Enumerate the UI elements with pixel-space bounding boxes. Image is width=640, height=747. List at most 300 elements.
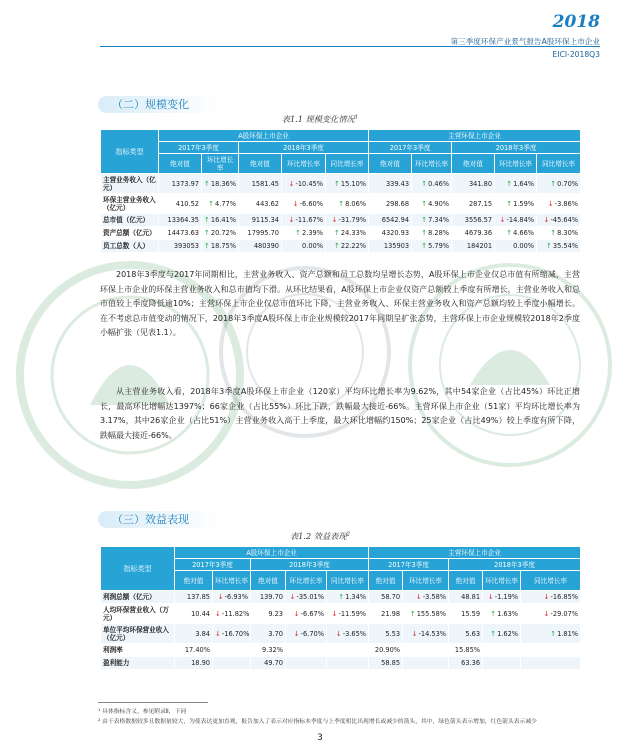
arrow-up-icon: ↑ xyxy=(208,199,215,208)
table-cell xyxy=(286,624,327,644)
table-cell xyxy=(412,194,452,214)
table-cell xyxy=(326,214,369,227)
cell-value: 4.66% xyxy=(513,229,535,237)
row-label: 盈利能力 xyxy=(101,657,175,670)
table-cell xyxy=(282,227,326,240)
cell-value: 0.70% xyxy=(557,179,579,188)
row-label: 资产总额（亿元） xyxy=(101,227,159,240)
table-row xyxy=(101,604,581,624)
table-cell xyxy=(537,240,581,253)
cell-value: 3.84 xyxy=(195,629,210,638)
header-b-2017q3: 2017年3季度 xyxy=(369,142,452,154)
header-qoq: 环比增长率 xyxy=(403,571,449,591)
arrow-up-icon: ↑ xyxy=(546,242,552,250)
table-cell xyxy=(449,644,483,657)
cell-value: -35.01% xyxy=(296,593,324,601)
table-cell xyxy=(286,657,327,670)
table2-caption-text: 表1.2 效益表现 xyxy=(289,531,347,541)
table-cell xyxy=(202,227,239,240)
table-cell xyxy=(326,227,369,240)
arrow-up-icon: ↑ xyxy=(550,229,557,237)
cell-value: 0.00% xyxy=(302,242,323,250)
table-cell xyxy=(495,214,537,227)
table-cell xyxy=(452,227,495,240)
footnote-ref-2: 2 xyxy=(346,531,351,538)
cell-value: 10.44 xyxy=(191,609,210,618)
table-cell xyxy=(175,624,213,644)
table-cell xyxy=(412,240,452,253)
arrow-up-icon: ↑ xyxy=(550,179,557,188)
table-cell xyxy=(521,657,581,670)
table-cell xyxy=(369,194,412,214)
row-label: 主营业务收入（亿元） xyxy=(101,174,159,194)
table-cell xyxy=(483,624,521,644)
arrow-down-icon: ↓ xyxy=(543,216,550,224)
table-cell xyxy=(286,591,327,604)
paragraph-scale-summary: 2018年3季度与2017年同期相比，主营业务收入、资产总额和员工总数均呈增长态势，A股环保上市企业仅总市值有所缩减，主营环保上市企业的环保主营业务收入和总市值均下滑。从环比结果看，A股环保上市企业仅资产总额较上季度有所增长，主营业务收入和总市值较上季度降低逾10%；主营环保上市企业仅总市值环比下降，主营业务收入、环保主营业务收入和资产总额均较上季度小幅增长。在不考虑总市值变动的情况下，2018年3季度A股环保上市企业规模较2017年同期呈扩张态势，主营环保上市企业规模较2018年2季度小幅扩张（见表1.1）。 xyxy=(100,270,580,337)
cell-value: 341.80 xyxy=(468,179,493,188)
table-row xyxy=(101,174,581,194)
table-cell xyxy=(282,194,326,214)
cell-value: -16.70% xyxy=(221,629,250,638)
cell-value: 17.40% xyxy=(184,646,210,654)
table-cell xyxy=(403,657,449,670)
header-b-2017q3: 2017年3季度 xyxy=(369,559,449,571)
cell-value: 16.41% xyxy=(210,216,237,224)
cell-value: 1.62% xyxy=(497,629,519,638)
table-cell xyxy=(537,194,581,214)
arrow-up-icon: ↑ xyxy=(490,609,497,618)
arrow-down-icon: ↓ xyxy=(293,629,300,638)
table-row xyxy=(101,591,581,604)
cell-value: 1.81% xyxy=(557,629,579,638)
cell-value: 393053 xyxy=(173,242,199,250)
arrow-down-icon: ↓ xyxy=(331,216,338,224)
table-cell xyxy=(213,604,251,624)
cell-value: 18.75% xyxy=(210,242,237,250)
table-cell xyxy=(239,240,282,253)
cell-value: 4679.36 xyxy=(464,229,493,237)
table-cell xyxy=(159,174,202,194)
table2-body xyxy=(101,591,581,670)
table-cell xyxy=(449,657,483,670)
table-cell xyxy=(449,604,483,624)
table-cell xyxy=(286,604,327,624)
cell-value: -11.82% xyxy=(221,609,250,618)
table-cell xyxy=(403,644,449,657)
arrow-up-icon: ↑ xyxy=(550,629,557,638)
table-cell xyxy=(369,214,412,227)
cell-value: 24.33% xyxy=(340,229,367,237)
cell-value: 1581.45 xyxy=(251,179,279,188)
table-cell xyxy=(327,604,369,624)
header-qoq: 环比增长率 xyxy=(495,154,537,174)
arrow-down-icon: ↓ xyxy=(289,593,296,601)
table-cell xyxy=(403,604,449,624)
arrow-down-icon: ↓ xyxy=(292,199,299,208)
arrow-down-icon: ↓ xyxy=(487,593,494,601)
cell-value: 58.85 xyxy=(381,659,401,667)
table-cell xyxy=(159,214,202,227)
row-label: 单位平均环保营业收入（亿元） xyxy=(101,624,175,644)
cell-value: -14.84% xyxy=(506,216,535,224)
header-abs: 绝对值 xyxy=(369,154,412,174)
cell-value: 9115.34 xyxy=(251,216,279,224)
arrow-up-icon: ↑ xyxy=(421,199,428,208)
header-a-2018q3: 2018年3季度 xyxy=(239,142,369,154)
table-row xyxy=(101,194,581,214)
report-code: EICI-2018Q3 xyxy=(552,50,600,59)
table-cell xyxy=(239,227,282,240)
header-abs: 绝对值 xyxy=(159,154,202,174)
cell-value: 8.06% xyxy=(345,199,367,208)
table-cell xyxy=(251,604,286,624)
cell-value: -6.67% xyxy=(300,609,324,618)
table-cell xyxy=(239,194,282,214)
cell-value: 410.52 xyxy=(175,199,199,208)
header-abs: 绝对值 xyxy=(449,571,483,591)
table-cell xyxy=(369,604,403,624)
header-yoy: 同比增长率 xyxy=(537,154,581,174)
arrow-up-icon: ↑ xyxy=(506,199,513,208)
table-cell xyxy=(369,644,403,657)
cell-value: 0.46% xyxy=(428,179,450,188)
table-cell xyxy=(213,591,251,604)
cell-value: 17995.70 xyxy=(247,229,279,237)
table-cell xyxy=(403,624,449,644)
arrow-down-icon: ↓ xyxy=(415,593,422,601)
row-label: 环保主营业务收入（亿元） xyxy=(101,194,159,214)
table-cell xyxy=(483,604,521,624)
table1-caption-text: 表1.1 规模变化情况 xyxy=(281,114,355,124)
table-cell xyxy=(369,240,412,253)
table-row xyxy=(101,240,581,253)
cell-value: 480390 xyxy=(253,242,279,250)
cell-value: -11.67% xyxy=(295,216,323,224)
cell-value: 9.32% xyxy=(262,646,283,654)
table-cell xyxy=(251,644,286,657)
cell-value: 1373.97 xyxy=(171,179,199,188)
table-cell xyxy=(327,591,369,604)
arrow-up-icon: ↑ xyxy=(506,179,513,188)
cell-value: 21.98 xyxy=(381,609,401,618)
cell-value: -1.19% xyxy=(494,593,519,601)
header-group-b: 主营环保上市企业 xyxy=(369,547,581,559)
cell-value: 58.70 xyxy=(381,593,401,601)
arrow-up-icon: ↑ xyxy=(421,229,428,237)
cell-value: 443.62 xyxy=(255,199,279,208)
footnote-ref-1: 1 xyxy=(354,114,359,121)
header-abs: 绝对值 xyxy=(369,571,403,591)
arrow-up-icon: ↑ xyxy=(295,229,302,237)
table-cell xyxy=(521,591,581,604)
section-title-performance: （三）效益表现 xyxy=(98,511,218,528)
table-cell xyxy=(412,174,452,194)
header-abs: 绝对值 xyxy=(251,571,286,591)
table-row xyxy=(101,644,581,657)
table-cell xyxy=(495,240,537,253)
table-cell xyxy=(202,214,239,227)
table-cell xyxy=(452,194,495,214)
header-indicator: 指标类型 xyxy=(101,547,175,591)
table-cell xyxy=(449,624,483,644)
header-abs: 绝对值 xyxy=(239,154,282,174)
header-b-2018q3: 2018年3季度 xyxy=(452,142,581,154)
table-cell xyxy=(412,227,452,240)
cell-value: 6542.94 xyxy=(381,216,410,224)
cell-value: 137.85 xyxy=(186,593,210,601)
header-qoq: 环比增长率 xyxy=(213,571,251,591)
cell-value: 4.90% xyxy=(428,199,450,208)
table-cell xyxy=(213,644,251,657)
cell-value: -29.07% xyxy=(550,609,579,618)
cell-value: -3.58% xyxy=(422,593,447,601)
arrow-down-icon: ↓ xyxy=(335,629,342,638)
header-b-2018q3: 2018年3季度 xyxy=(449,559,581,571)
table-cell xyxy=(202,240,239,253)
cell-value: 3.70 xyxy=(268,629,283,638)
cell-value: -3.65% xyxy=(342,629,367,638)
row-label: 员工总数（人） xyxy=(101,240,159,253)
cell-value: 4320.93 xyxy=(381,229,410,237)
arrow-down-icon: ↓ xyxy=(215,609,221,618)
table-row xyxy=(101,624,581,644)
table-cell xyxy=(452,174,495,194)
cell-value: 18.90 xyxy=(191,659,210,667)
arrow-up-icon: ↑ xyxy=(421,179,428,188)
table-row xyxy=(101,214,581,227)
table-cell xyxy=(495,194,537,214)
cell-value: 8.30% xyxy=(557,229,579,237)
header-qoq: 环比增长率 xyxy=(483,571,521,591)
header-yoy: 同比增长率 xyxy=(326,154,369,174)
arrow-up-icon: ↑ xyxy=(204,229,210,237)
table-cell xyxy=(213,624,251,644)
header-abs: 绝对值 xyxy=(175,571,213,591)
table-cell xyxy=(286,644,327,657)
row-label: 利润总额（亿元） xyxy=(101,591,175,604)
table-cell xyxy=(175,604,213,624)
table-cell xyxy=(369,591,403,604)
arrow-down-icon: ↓ xyxy=(288,179,295,188)
table-cell xyxy=(483,591,521,604)
header-divider xyxy=(100,46,600,47)
cell-value: -31.79% xyxy=(338,216,367,224)
table-cell xyxy=(495,174,537,194)
table-cell xyxy=(159,240,202,253)
arrow-up-icon: ↑ xyxy=(334,179,340,188)
cell-value: 1.59% xyxy=(513,199,535,208)
arrow-up-icon: ↑ xyxy=(506,229,513,237)
cell-value: 5.53 xyxy=(385,629,401,638)
cell-value: 339.43 xyxy=(385,179,410,188)
table-cell xyxy=(327,624,369,644)
cell-value: 139.70 xyxy=(259,593,283,601)
table-cell xyxy=(483,657,521,670)
cell-value: -16.85% xyxy=(550,593,579,601)
cell-value: 5.79% xyxy=(428,242,450,250)
table-cell xyxy=(521,604,581,624)
table-cell xyxy=(521,624,581,644)
cell-value: 63.36 xyxy=(461,659,481,667)
cell-value: 0.00% xyxy=(513,242,535,250)
table-row xyxy=(101,657,581,670)
cell-value: 135903 xyxy=(383,242,410,250)
cell-value: 287.15 xyxy=(468,199,493,208)
table-cell xyxy=(369,624,403,644)
table-cell xyxy=(251,591,286,604)
table-cell xyxy=(495,227,537,240)
table-cell xyxy=(369,657,403,670)
table-cell xyxy=(159,227,202,240)
cell-value: 18.36% xyxy=(210,179,237,188)
cell-value: 15.85% xyxy=(454,646,481,654)
header-group-b: 主营环保上市企业 xyxy=(369,130,581,142)
page-number: 3 xyxy=(317,733,323,743)
row-label: 人均环保营业收入（万元） xyxy=(101,604,175,624)
table-cell xyxy=(403,591,449,604)
cell-value: -6.70% xyxy=(300,629,324,638)
header-yoy: 同比增长率 xyxy=(521,571,581,591)
cell-value: 1.64% xyxy=(513,179,535,188)
header-qoq: 环比增长率 xyxy=(286,571,327,591)
cell-value: 13364.35 xyxy=(167,216,199,224)
table-cell xyxy=(326,194,369,214)
table-cell xyxy=(537,214,581,227)
footnote-2: ² 由于表格数据较多且数据量较大，为使表达更加直观，报告加入了表示对应指标本季度与上季度相比出现增长或减少的箭头，其中，绿色箭头表示增加，红色箭头表示减少 xyxy=(98,719,537,725)
arrow-up-icon: ↑ xyxy=(338,593,345,601)
arrow-up-icon: ↑ xyxy=(204,179,210,188)
table-cell xyxy=(159,194,202,214)
cell-value: 184201 xyxy=(466,242,493,250)
cell-value: 14473.63 xyxy=(167,229,199,237)
cell-value: 2.39% xyxy=(302,229,323,237)
cell-value: -3.86% xyxy=(554,199,579,208)
row-label: 利润率 xyxy=(101,644,175,657)
row-label: 总市值（亿元） xyxy=(101,214,159,227)
table-cell xyxy=(239,174,282,194)
arrow-down-icon: ↓ xyxy=(499,216,506,224)
table-cell xyxy=(282,240,326,253)
cell-value: 155.58% xyxy=(416,609,447,618)
table-cell xyxy=(239,214,282,227)
table-performance xyxy=(100,546,581,670)
arrow-up-icon: ↑ xyxy=(490,629,497,638)
cell-value: 48.81 xyxy=(461,593,481,601)
cell-value: -14.53% xyxy=(418,629,447,638)
arrow-up-icon: ↑ xyxy=(421,242,428,250)
cell-value: -11.59% xyxy=(338,609,367,618)
table-cell xyxy=(175,591,213,604)
header-qoq: 环比增长率 xyxy=(282,154,326,174)
header-a-2018q3: 2018年3季度 xyxy=(251,559,369,571)
paragraph-revenue-detail: 从主营业务收入看，2018年3季度A股环保上市企业（120家）平均环比增长率为9.62%，其中54家企业（占比45%）环比正增长，最高环比增幅达1397%；66家企业（占比55%）环比下跌，跌幅最大接近-66%。主营环保上市企业（51家）平均环比增长率为3.17%，其中26家企业（占比51%）主营业务收入高于上季度，最大环比增幅约150%；25家企业（占比49%）较上季度有所下降，跌幅最大接近-66%。 xyxy=(100,387,580,440)
report-title: 第三季度环保产业景气报告A股环保上市企业 xyxy=(450,37,600,46)
table-cell xyxy=(202,194,239,214)
cell-value: 20.72% xyxy=(210,229,237,237)
table-scale-change xyxy=(100,129,581,253)
table-row xyxy=(101,227,581,240)
arrow-down-icon: ↓ xyxy=(547,199,554,208)
header-a-2017q3: 2017年3季度 xyxy=(175,559,251,571)
header-indicator: 指标类型 xyxy=(101,130,159,174)
table-cell xyxy=(452,240,495,253)
arrow-up-icon: ↑ xyxy=(334,229,340,237)
cell-value: 1.63% xyxy=(497,609,519,618)
table-cell xyxy=(213,657,251,670)
arrow-down-icon: ↓ xyxy=(543,609,550,618)
arrow-down-icon: ↓ xyxy=(288,216,295,224)
arrow-up-icon: ↑ xyxy=(338,199,345,208)
table1-caption xyxy=(0,114,640,125)
cell-value: -6.60% xyxy=(299,199,323,208)
table-cell xyxy=(327,657,369,670)
cell-value: -45.64% xyxy=(550,216,579,224)
cell-value: 298.68 xyxy=(385,199,410,208)
arrow-down-icon: ↓ xyxy=(543,593,550,601)
header-a-2017q3: 2017年3季度 xyxy=(159,142,239,154)
table2-caption xyxy=(0,531,640,542)
header-yoy: 同比增长率 xyxy=(327,571,369,591)
cell-value: 1.34% xyxy=(345,593,367,601)
arrow-down-icon: ↓ xyxy=(331,609,338,618)
table-cell xyxy=(251,624,286,644)
cell-value: 49.70 xyxy=(264,659,283,667)
cell-value: 20.90% xyxy=(374,646,401,654)
table-cell xyxy=(175,644,213,657)
arrow-down-icon: ↓ xyxy=(215,629,221,638)
footnote-1: ¹ 具体指标含义，参见附录Ⅱ，下同 xyxy=(98,709,187,715)
cell-value: 3556.57 xyxy=(464,216,493,224)
section-title-scale: （二）规模变化 xyxy=(98,96,218,113)
table-cell xyxy=(202,174,239,194)
table-cell xyxy=(537,227,581,240)
header-qoq: 环比增长率 xyxy=(412,154,452,174)
table-cell xyxy=(282,214,326,227)
table-cell xyxy=(369,227,412,240)
cell-value: 15.59 xyxy=(461,609,481,618)
cell-value: 8.28% xyxy=(428,229,450,237)
table-cell xyxy=(449,591,483,604)
cell-value: 15.10% xyxy=(340,179,367,188)
header-group-a: A股环保上市企业 xyxy=(159,130,369,142)
table-cell xyxy=(175,657,213,670)
arrow-up-icon: ↑ xyxy=(421,216,428,224)
arrow-up-icon: ↑ xyxy=(204,242,210,250)
arrow-up-icon: ↑ xyxy=(204,216,210,224)
header-group-a: A股环保上市企业 xyxy=(175,547,369,559)
cell-value: -6.93% xyxy=(224,593,248,601)
table-cell xyxy=(412,214,452,227)
arrow-down-icon: ↓ xyxy=(293,609,300,618)
table-cell xyxy=(483,644,521,657)
cell-value: 9.23 xyxy=(268,609,283,618)
table-cell xyxy=(521,644,581,657)
arrow-up-icon: ↑ xyxy=(409,609,416,618)
cell-value: 4.77% xyxy=(215,199,236,208)
table-cell xyxy=(369,174,412,194)
arrow-up-icon: ↑ xyxy=(334,242,340,250)
cell-value: -10.45% xyxy=(295,179,323,188)
table-cell xyxy=(251,657,286,670)
table-cell xyxy=(452,214,495,227)
table-cell xyxy=(326,174,369,194)
table1-body xyxy=(101,174,581,253)
header-abs: 绝对值 xyxy=(452,154,495,174)
cell-value: 5.63 xyxy=(465,629,481,638)
header-qoq: 环比增长率 xyxy=(202,154,239,174)
arrow-down-icon: ↓ xyxy=(411,629,418,638)
